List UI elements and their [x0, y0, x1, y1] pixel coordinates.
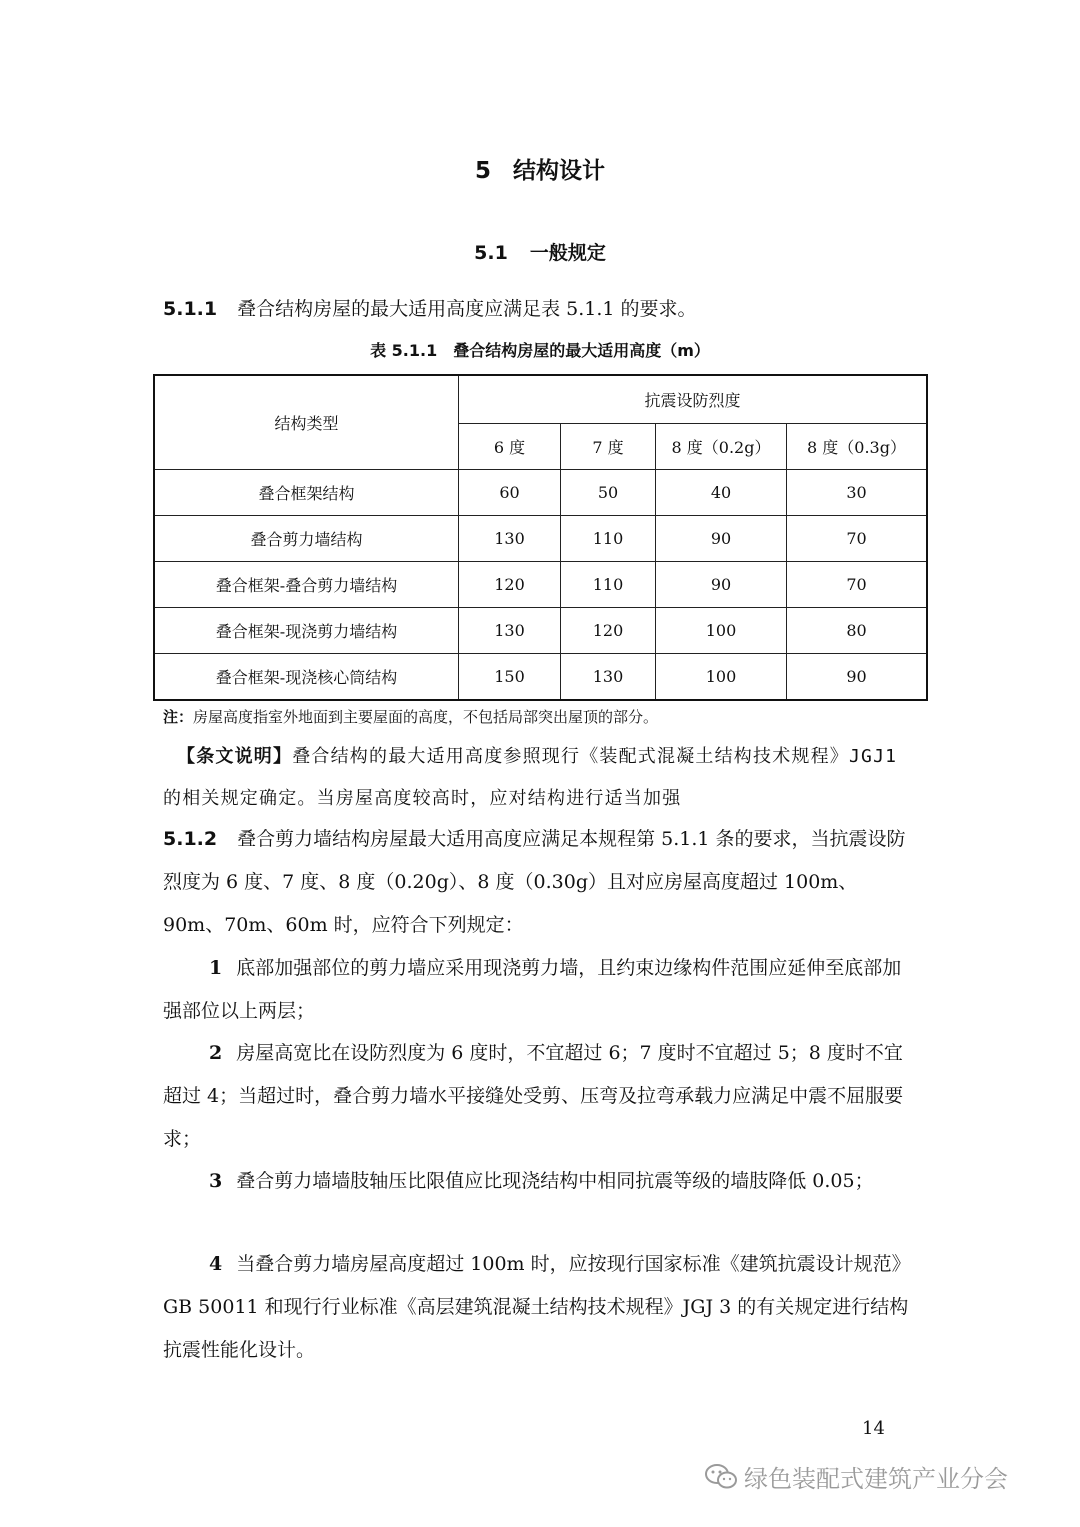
row-value: 120 — [561, 607, 656, 653]
row-type: 叠合框架-现浇剪力墙结构 — [154, 607, 459, 653]
page-number: 14 — [862, 1418, 885, 1439]
row-value: 40 — [656, 469, 787, 515]
row-type: 叠合剪力墙结构 — [154, 515, 459, 561]
row-value: 50 — [561, 469, 656, 515]
table-header-col: 8 度（0.2g） — [656, 423, 787, 469]
table-note — [163, 706, 923, 728]
row-value: 100 — [656, 653, 787, 700]
clause-number: 5.1.1 — [163, 298, 218, 320]
row-value: 60 — [459, 469, 561, 515]
explanation-text: 叠合结构的最大适用高度参照现行《装配式混凝土结构技术规程》JGJ1 的相关规定确定。当房屋高度较高时，应对结构进行适当加强 — [163, 746, 898, 809]
item-number: 2 — [209, 1042, 223, 1064]
list-item — [163, 947, 918, 1033]
row-value: 130 — [459, 515, 561, 561]
max-height-table — [153, 374, 928, 701]
row-type: 叠合框架-叠合剪力墙结构 — [154, 561, 459, 607]
row-value: 110 — [561, 561, 656, 607]
list-item — [163, 1032, 918, 1161]
row-type: 叠合框架结构 — [154, 469, 459, 515]
item-number: 1 — [209, 957, 223, 979]
item-text: 底部加强部位的剪力墙应采用现浇剪力墙，且约束边缘构件范围应延伸至底部加强部位以上两层； — [163, 957, 902, 1022]
row-value: 130 — [561, 653, 656, 700]
section-title-text: 一般规定 — [529, 242, 606, 264]
row-value: 90 — [787, 653, 928, 700]
chapter-title-text: 结构设计 — [513, 158, 605, 184]
row-type: 叠合框架-现浇核心筒结构 — [154, 653, 459, 700]
row-value: 150 — [459, 653, 561, 700]
row-value: 110 — [561, 515, 656, 561]
row-value: 80 — [787, 607, 928, 653]
row-value: 90 — [656, 515, 787, 561]
chapter-number: 5 — [474, 158, 491, 184]
table-header-col: 8 度（0.3g） — [787, 423, 928, 469]
table-row — [154, 515, 927, 561]
row-value: 70 — [787, 515, 928, 561]
table-row — [154, 607, 927, 653]
watermark — [704, 1459, 1008, 1494]
explanation-label: 【条文说明】 — [177, 746, 293, 767]
item-number: 3 — [209, 1170, 223, 1192]
list-item — [163, 1243, 918, 1372]
note-text: 房屋高度指室外地面到主要屋面的高度，不包括局部突出屋顶的部分。 — [193, 708, 659, 726]
item-text: 叠合剪力墙墙肢轴压比限值应比现浇结构中相同抗震等级的墙肢降低 0.05； — [236, 1170, 874, 1192]
item-number: 4 — [209, 1253, 223, 1275]
clause-explanation — [163, 736, 923, 820]
watermark-text: 绿色装配式建筑产业分会 — [744, 1465, 1008, 1493]
table-header-col: 7 度 — [561, 423, 656, 469]
clause-5-1-2 — [163, 818, 918, 947]
item-text: 房屋高宽比在设防烈度为 6 度时，不宜超过 6；7 度时不宜超过 5；8 度时不宜超过 4；当超过时，叠合剪力墙水平接缝处受剪、压弯及拉弯承载力应满足中震不屈服要求； — [163, 1042, 904, 1150]
table-header-intensity: 抗震设防烈度 — [459, 375, 928, 423]
clause-text: 叠合剪力墙结构房屋最大适用高度应满足本规程第 5.1.1 条的要求，当抗震设防烈度为 6 度、7 度、8 度（0.20g）、8 度（0.30g）且对应房屋高度超过 100m、90m、70m、60m 时，应符合下列规定： — [163, 828, 906, 936]
clause-text: 叠合结构房屋的最大适用高度应满足表 5.1.1 的要求。 — [237, 298, 697, 320]
row-value: 30 — [787, 469, 928, 515]
row-value: 100 — [656, 607, 787, 653]
section-title — [0, 238, 1080, 265]
wechat-icon — [704, 1462, 738, 1492]
section-number: 5.1 — [474, 242, 508, 264]
row-value: 70 — [787, 561, 928, 607]
row-value: 90 — [656, 561, 787, 607]
table-row — [154, 653, 927, 700]
table-caption: 表 5.1.1 叠合结构房屋的最大适用高度（m） — [370, 341, 710, 360]
table-row — [154, 469, 927, 515]
table-header-type: 结构类型 — [154, 375, 459, 469]
row-value: 120 — [459, 561, 561, 607]
clause-5-1-1 — [163, 288, 918, 331]
note-label: 注： — [163, 708, 194, 726]
clause-number: 5.1.2 — [163, 828, 218, 850]
row-value: 130 — [459, 607, 561, 653]
list-item — [163, 1160, 918, 1203]
chapter-title — [0, 152, 1080, 185]
table-row — [154, 561, 927, 607]
item-text: 当叠合剪力墙房屋高度超过 100m 时，应按现行国家标准《建筑抗震设计规范》GB 50011 和现行行业标准《高层建筑混凝土结构技术规程》JGJ 3 的有关规定进行结构抗震性能化设计。 — [163, 1253, 911, 1361]
table-header-col: 6 度 — [459, 423, 561, 469]
